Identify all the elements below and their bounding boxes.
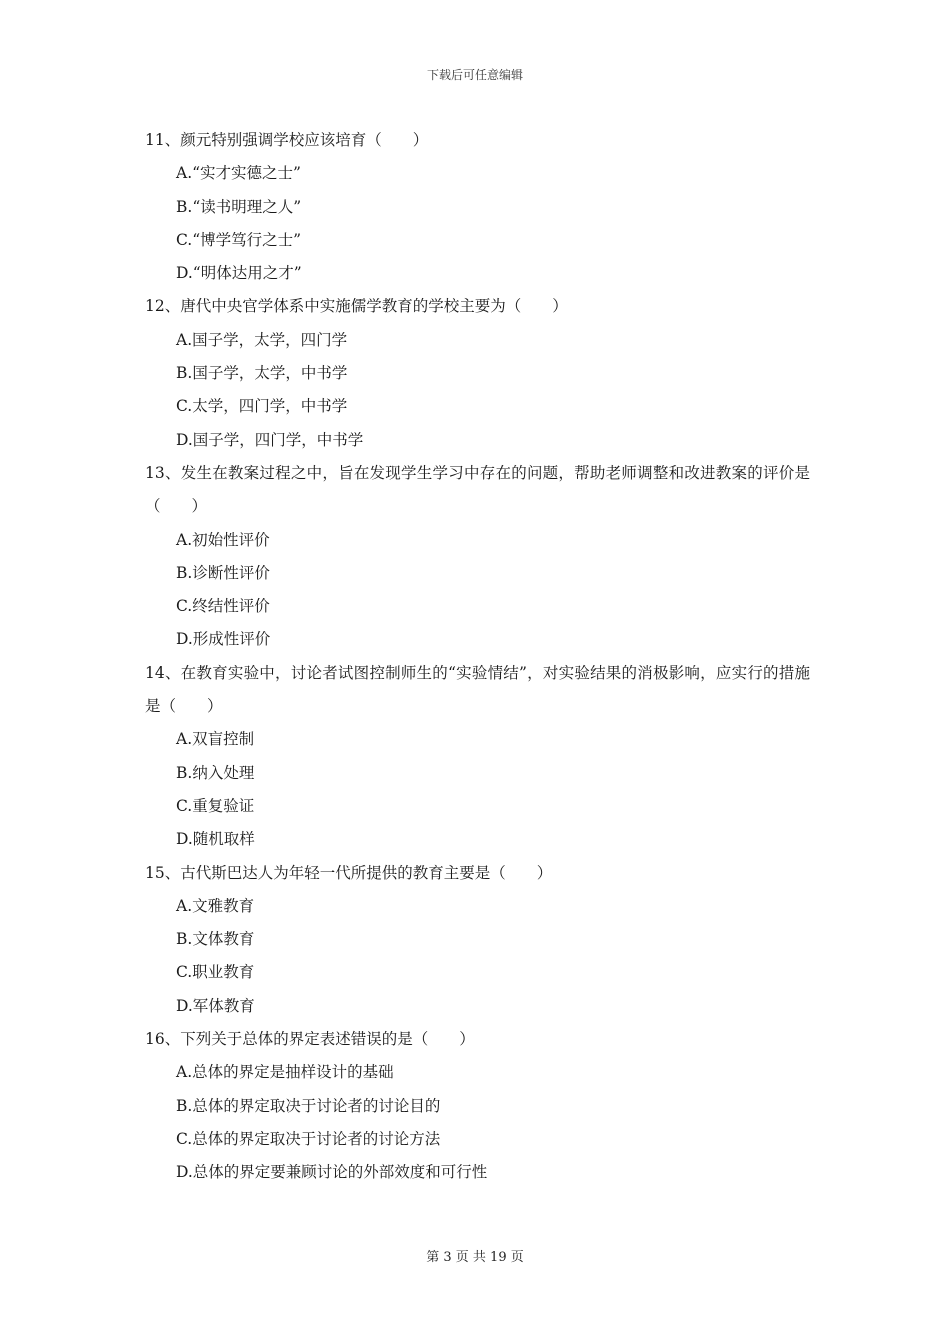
question-stem: 15、古代斯巴达人为年轻一代所提供的教育主要是（ ） — [145, 863, 553, 882]
option-a: A.文雅教育 — [176, 896, 255, 915]
option-a: A.初始性评价 — [176, 530, 270, 549]
question-stem: 12、唐代中央官学体系中实施儒学教育的学校主要为（ ） — [145, 297, 568, 316]
option-b: B.纳入处理 — [176, 763, 255, 782]
option-d: D.军体教育 — [176, 996, 255, 1015]
option-c: C.总体的界定取决于讨论者的讨论方法 — [176, 1129, 441, 1148]
option-d: D.形成性评价 — [176, 630, 271, 649]
question-14 — [145, 657, 810, 857]
question-stem: 11、颜元特别强调学校应该培育（ ） — [145, 131, 429, 149]
option-a: A.“实才实德之士” — [176, 164, 301, 183]
question-16 — [145, 1023, 810, 1189]
question-list — [145, 124, 810, 1190]
option-d: D.总体的界定要兼顾讨论的外部效度和可行性 — [176, 1163, 488, 1182]
option-b: B.诊断性评价 — [176, 563, 270, 582]
option-b: B.国子学，太学，中书学 — [176, 364, 348, 383]
option-d: D.国子学，四门学，中书学 — [176, 430, 364, 449]
question-11 — [145, 124, 810, 290]
question-stem: 16、下列关于总体的界定表述错误的是（ ） — [145, 1030, 475, 1049]
question-stem: 13、发生在教案过程之中，旨在发现学生学习中存在的问题，帮助老师调整和改进教案的评价是（ ） — [145, 463, 810, 516]
option-b: B.文体教育 — [176, 930, 255, 949]
option-c: C.终结性评价 — [176, 597, 270, 616]
option-b: B.总体的界定取决于讨论者的讨论目的 — [176, 1096, 441, 1115]
option-a: A.国子学，太学，四门学 — [176, 330, 348, 349]
option-c: C.太学，四门学，中书学 — [176, 397, 348, 416]
option-a: A.双盲控制 — [176, 730, 255, 749]
option-a: A.总体的界定是抽样设计的基础 — [176, 1063, 394, 1082]
page-footer: 第 3 页 共 19 页 — [426, 1250, 524, 1265]
question-13 — [145, 457, 810, 657]
question-stem: 14、在教育实验中，讨论者试图控制师生的“实验情结”，对实验结果的消极影响，应实行的措施是（ ） — [145, 663, 810, 716]
option-c: C.职业教育 — [176, 963, 255, 982]
option-d: D.“明体达用之才” — [176, 264, 302, 283]
option-d: D.随机取样 — [176, 830, 255, 849]
option-b: B.“读书明理之人” — [176, 197, 302, 216]
page-header: 下载后可任意编辑 — [426, 68, 523, 82]
option-c: C.重复验证 — [176, 796, 255, 815]
question-15 — [145, 857, 810, 1023]
option-c: C.“博学笃行之士” — [176, 230, 302, 249]
question-12 — [145, 290, 810, 456]
